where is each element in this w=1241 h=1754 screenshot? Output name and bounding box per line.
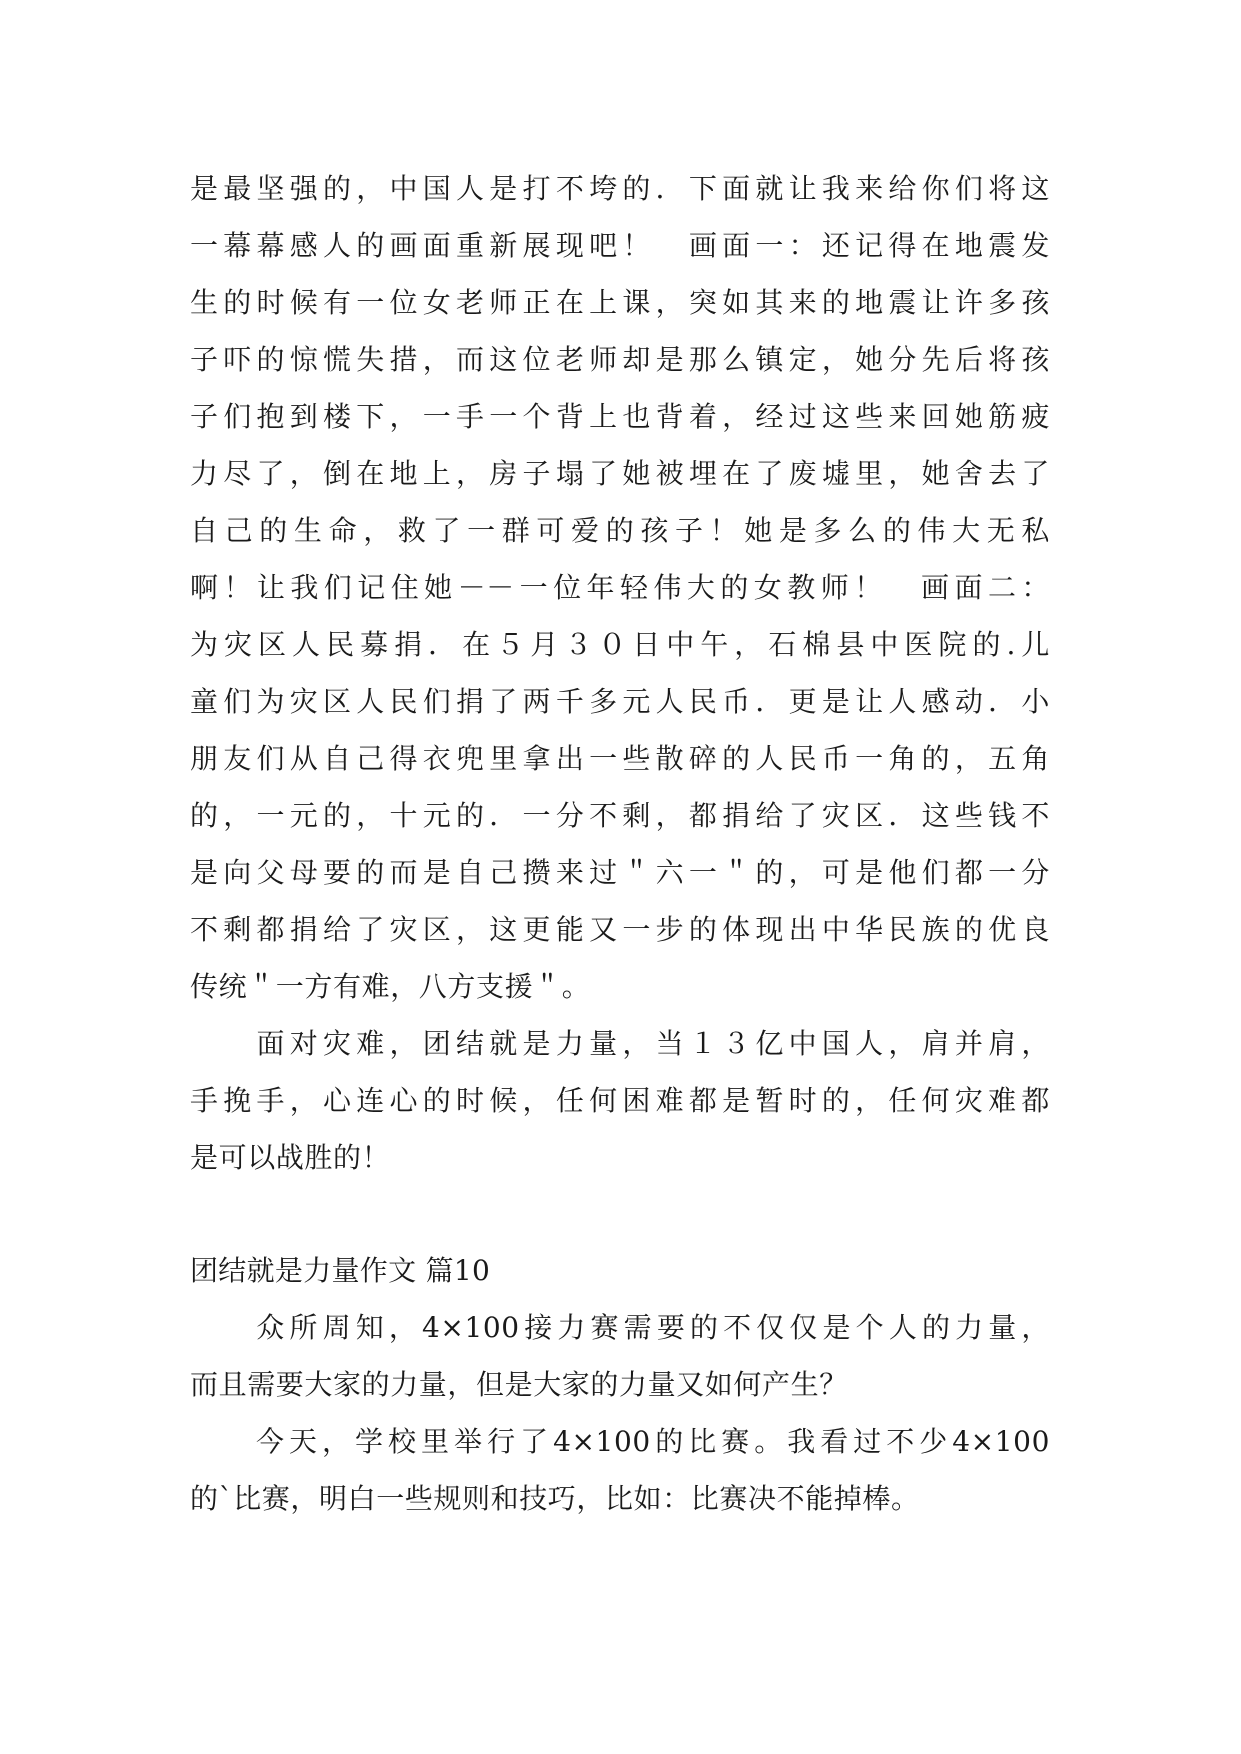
text-line: 是向父母要的而是自己攒来过＂六一＂的，可是他们都一分 [190,856,1050,889]
section-heading: 团结就是力量作文 篇10 [190,1254,491,1287]
paragraph-gap [190,1186,1050,1242]
paragraph-1 [190,160,1050,1015]
text-line: 众所周知，4×100接力赛需要的不仅仅是个人的力量， [190,1311,1050,1344]
text-line: 今天，学校里举行了4×100的比赛。我看过不少4×100 [190,1425,1050,1458]
text-line: 传统＂一方有难，八方支援＂。 [190,970,591,1003]
text-line: 童们为灾区人民们捐了两千多元人民币．更是让人感动．小 [190,685,1050,718]
text-line: 不剩都捐给了灾区，这更能又一步的体现出中华民族的优良 [190,913,1050,946]
paragraph-3 [190,1299,1050,1413]
text-line: 一幕幕感人的画面重新展现吧！ 画面一：还记得在地震发 [190,229,1050,262]
text-line: 的，一元的，十元的．一分不剩，都捐给了灾区．这些钱不 [190,799,1050,832]
text-line: 朋友们从自己得衣兜里拿出一些散碎的人民币一角的，五角 [190,742,1050,775]
text-line: 为灾区人民募捐．在５月３０日中午，石棉县中医院的.儿 [190,628,1050,661]
text-line: 子吓的惊慌失措，而这位老师却是那么镇定，她分先后将孩 [190,343,1050,376]
text-line: 生的时候有一位女老师正在上课，突如其来的地震让许多孩 [190,286,1050,319]
text-line: 力尽了，倒在地上，房子塌了她被埋在了废墟里，她舍去了 [190,457,1050,490]
paragraph-2 [190,1015,1050,1186]
text-line: 手挽手，心连心的时候，任何困难都是暂时的，任何灾难都 [190,1084,1050,1117]
text-line: 是可以战胜的！ [190,1141,391,1174]
text-line: 自己的生命，救了一群可爱的孩子！她是多么的伟大无私 [190,514,1050,547]
text-line: 啊！让我们记住她－－一位年轻伟大的女教师！ 画面二： [190,571,1050,604]
text-line: 面对灾难，团结就是力量，当１３亿中国人，肩并肩， [190,1027,1050,1060]
text-line: 的`比赛，明白一些规则和技巧，比如：比赛决不能掉棒。 [190,1482,920,1515]
paragraph-4 [190,1413,1050,1527]
text-line: 子们抱到楼下，一手一个背上也背着，经过这些来回她筋疲 [190,400,1050,433]
text-line: 是最坚强的，中国人是打不垮的．下面就让我来给你们将这 [190,172,1050,205]
document-body [190,160,1050,1527]
text-line: 而且需要大家的力量，但是大家的力量又如何产生？ [190,1368,848,1401]
